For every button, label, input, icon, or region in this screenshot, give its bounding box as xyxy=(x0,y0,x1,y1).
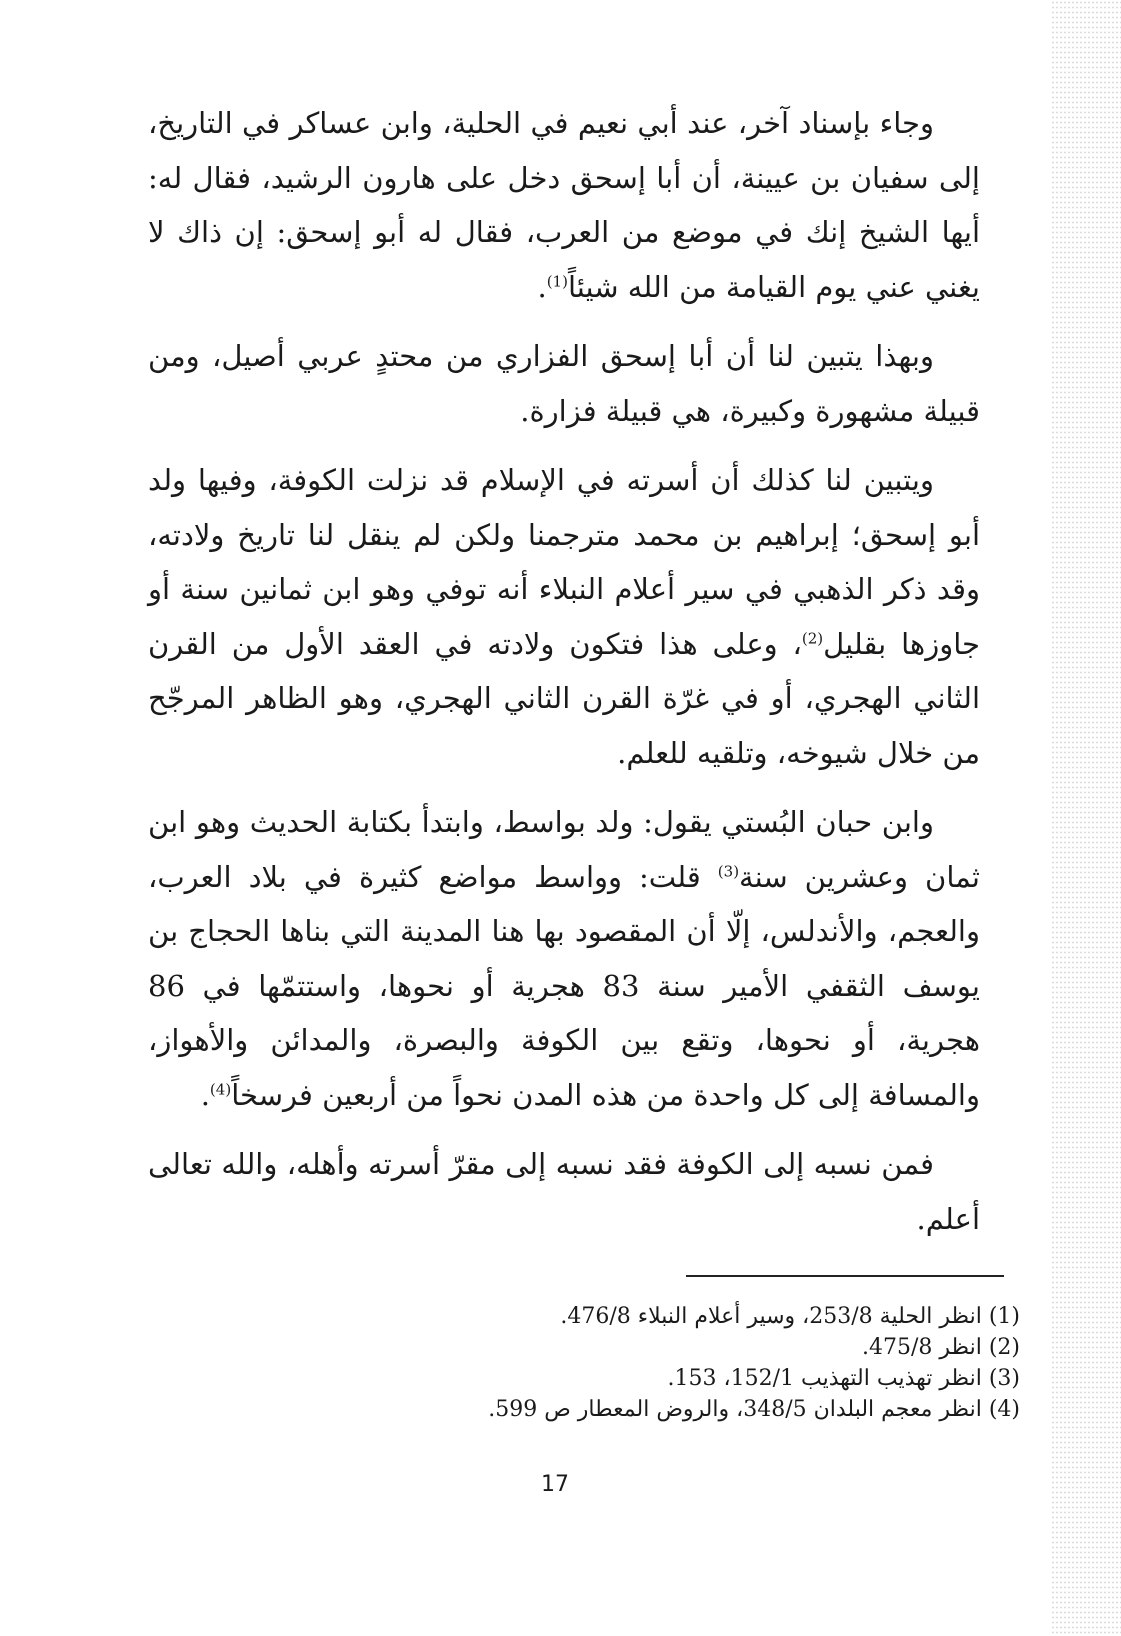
paragraph-1-tail: . xyxy=(537,269,547,304)
paragraph-4 xyxy=(148,795,980,1122)
footnote-2: (2) انظر 475/8. xyxy=(862,1335,1020,1360)
paragraph-4-text: وابن حبان البُستي يقول: ولد بواسط، وابتدأ بكتابة الحديث وهو ابن ثمان وعشرين سنة xyxy=(148,805,980,894)
footnote-ref-4: (4) xyxy=(209,1079,232,1098)
paragraph-3-tail: ، وعلى هذا فتكون ولادته في العقد الأول من القرن الثاني الهجري، أو في غرّة القرن الثاني الهجري، وهو الظاهر المرجّح من خلال شيوخه، وتلقيه للعلم. xyxy=(148,626,980,770)
paragraph-4-tail: . xyxy=(200,1077,210,1112)
paragraph-5 xyxy=(148,1137,980,1246)
footnote-1: (1) انظر الحلية 253/8، وسير أعلام النبلاء 476/8. xyxy=(560,1304,1020,1329)
main-text xyxy=(148,96,980,1261)
paragraph-2 xyxy=(148,329,980,438)
paragraph-5-text: فمن نسبه إلى الكوفة فقد نسبه إلى مقرّ أسرته وأهله، والله تعالى أعلم. xyxy=(148,1147,980,1236)
scan-edge-texture xyxy=(1051,0,1121,1636)
paragraph-2-text: وبهذا يتبين لنا أن أبا إسحق الفزاري من محتدٍ عربي أصيل، ومن قبيلة مشهورة وكبيرة، هي قبيلة فزارة. xyxy=(148,339,980,428)
footnote-4: (4) انظر معجم البلدان 348/5، والروض المعطار ص 599. xyxy=(488,1397,1020,1422)
footnote-3: (3) انظر تهذيب التهذيب 152/1، 153. xyxy=(667,1366,1020,1391)
paragraph-1 xyxy=(148,96,980,314)
paragraph-4-middle: قلت: وواسط مواضع كثيرة في بلاد العرب، والعجم، والأندلس، إلّا أن المقصود بها هنا المدينة التي بناها الحجاج بن يوسف الثقفي الأمير سنة 83 هجرية أو نحوها، واستتمّها في 86 هجرية، أو نحوها، وتقع بين الكوفة والبصرة، والمدائن والأهواز، والمسافة إلى كل واحدة من هذه المدن نحواً من أربعين فرسخاً xyxy=(148,859,980,1112)
paragraph-3-text: ويتبين لنا كذلك أن أسرته في الإسلام قد نزلت الكوفة، وفيها ولد أبو إسحق؛ إبراهيم بن محمد مترجمنا ولكن لم ينقل لنا تاريخ ولادته، وقد ذكر الذهبي في سير أعلام النبلاء أنه توفي وهو ابن ثمانين سنة أو جاوزها بقليل xyxy=(148,463,980,661)
paragraph-3 xyxy=(148,453,980,780)
footnote-ref-2: (2) xyxy=(801,628,824,647)
paragraph-1-text: وجاء بإسناد آخر، عند أبي نعيم في الحلية، وابن عساكر في التاريخ، إلى سفيان بن عيينة، أن أبا إسحق دخل على هارون الرشيد، فقال له: أيها الشيخ إنك في موضع من العرب، فقال له أبو إسحق: إن ذاك لا يغني عني يوم القيامة من الله شيئاً xyxy=(148,106,980,304)
footnote-ref-1: (1) xyxy=(546,271,568,290)
footnote-ref-3: (3) xyxy=(717,861,740,880)
page-number: 17 xyxy=(541,1472,569,1497)
footnote-divider xyxy=(686,1275,1004,1277)
footnotes xyxy=(440,1301,1020,1425)
